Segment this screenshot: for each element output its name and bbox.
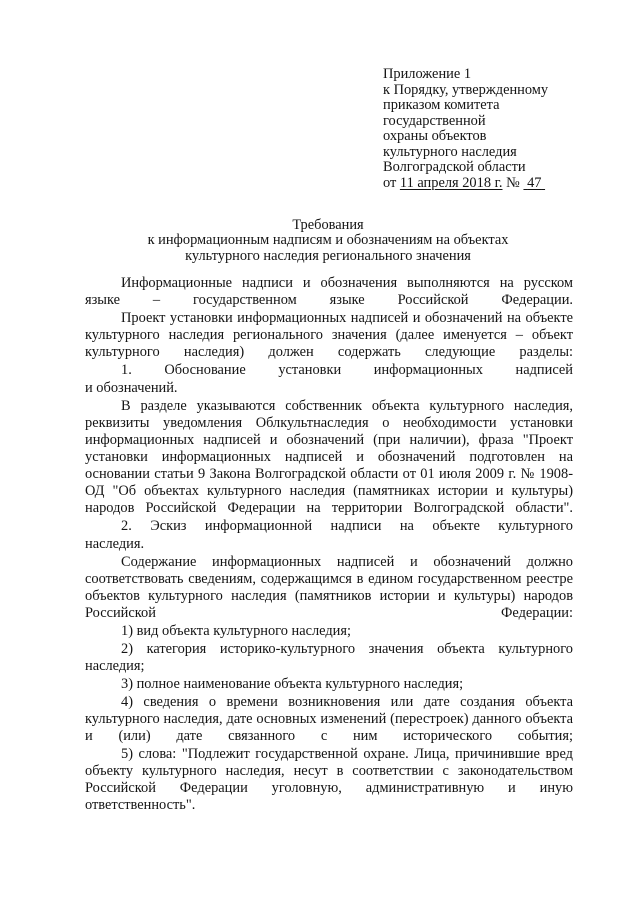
list-item: 1) вид объекта культурного наследия; [121, 623, 352, 639]
appendix-line: Волгоградской области [383, 159, 526, 175]
section-item-1-line: 1. Обоснование установки информационных надписей [121, 362, 573, 378]
list-item: 2) категория историко-культурного значения объекта культурного наследия; [85, 641, 573, 674]
paragraph: Содержание информационных надписей и обозначений должно соответствовать сведениям, содержащимся в едином государственном реестре объектов культурного наследия (памятников истории и культуры) народов Российской Федерации: [85, 554, 573, 621]
section-item-1-continuation: и обозначений. [85, 380, 178, 396]
appendix-line: государственной [383, 112, 486, 129]
section-item-2-line: 2. Эскиз информационной надписи на объекте культурного [121, 518, 573, 534]
number-sign: № [506, 174, 520, 191]
paragraph: В разделе указываются собственник объекта культурного наследия, реквизиты уведомления Облкультнаследия о необходимости установки информационных надписей и обозначений (при наличии), фраза "Проект установки информационных надписей и обозначений подготовлен на основании статьи 9 Закона Волгоградской области от 01 июля 2009 г. № 1908-ОД "Об объектах культурного наследия (памятниках истории и культуры) народов Российской Федерации на территории Волгоградской области". [85, 398, 573, 516]
list-item: 5) слова: "Подлежит государственной охране. Лица, причинившие вред объекту культурного наследия, несут в соответствии с законодательством Российской Федерации уголовную, административную и иную ответственность". [85, 746, 573, 813]
title-line: Требования [292, 217, 364, 233]
order-date: 11 апреля 2018 г. [399, 174, 503, 191]
appendix-line: культурного наследия [383, 143, 517, 160]
paragraph: Информационные надписи и обозначения выполняются на русском языке – государственном языке Российской Федерации. [85, 275, 573, 308]
appendix-block [383, 67, 623, 191]
document-title [80, 218, 576, 264]
order-number: 47 [527, 174, 542, 191]
appendix-line: охраны объектов [383, 128, 487, 144]
paragraph: Проект установки информационных надписей и обозначений на объекте культурного наследия регионального значения (далее именуется – объект культурного наследия) должен содержать следующие разделы: [85, 310, 573, 360]
section-item-2-continuation: наследия. [85, 536, 145, 552]
document-body [85, 275, 573, 815]
appendix-line: к Порядку, утвержденному [383, 81, 549, 98]
title-line: культурного наследия регионального значения [185, 247, 471, 264]
appendix-date-line [383, 176, 623, 192]
appendix-line: Приложение 1 [383, 66, 472, 82]
appendix-line: приказом комитета [383, 97, 500, 113]
list-item: 4) сведения о времени возникновения или дате создания объекта культурного наследия, дате основных изменений (перестроек) данного объекта и (или) дате связанного с ним исторического события; [85, 694, 573, 744]
title-line: к информационным надписям и обозначениям на объектах [147, 232, 509, 249]
date-prefix: от [383, 174, 397, 191]
list-item: 3) полное наименование объекта культурного наследия; [121, 676, 464, 692]
